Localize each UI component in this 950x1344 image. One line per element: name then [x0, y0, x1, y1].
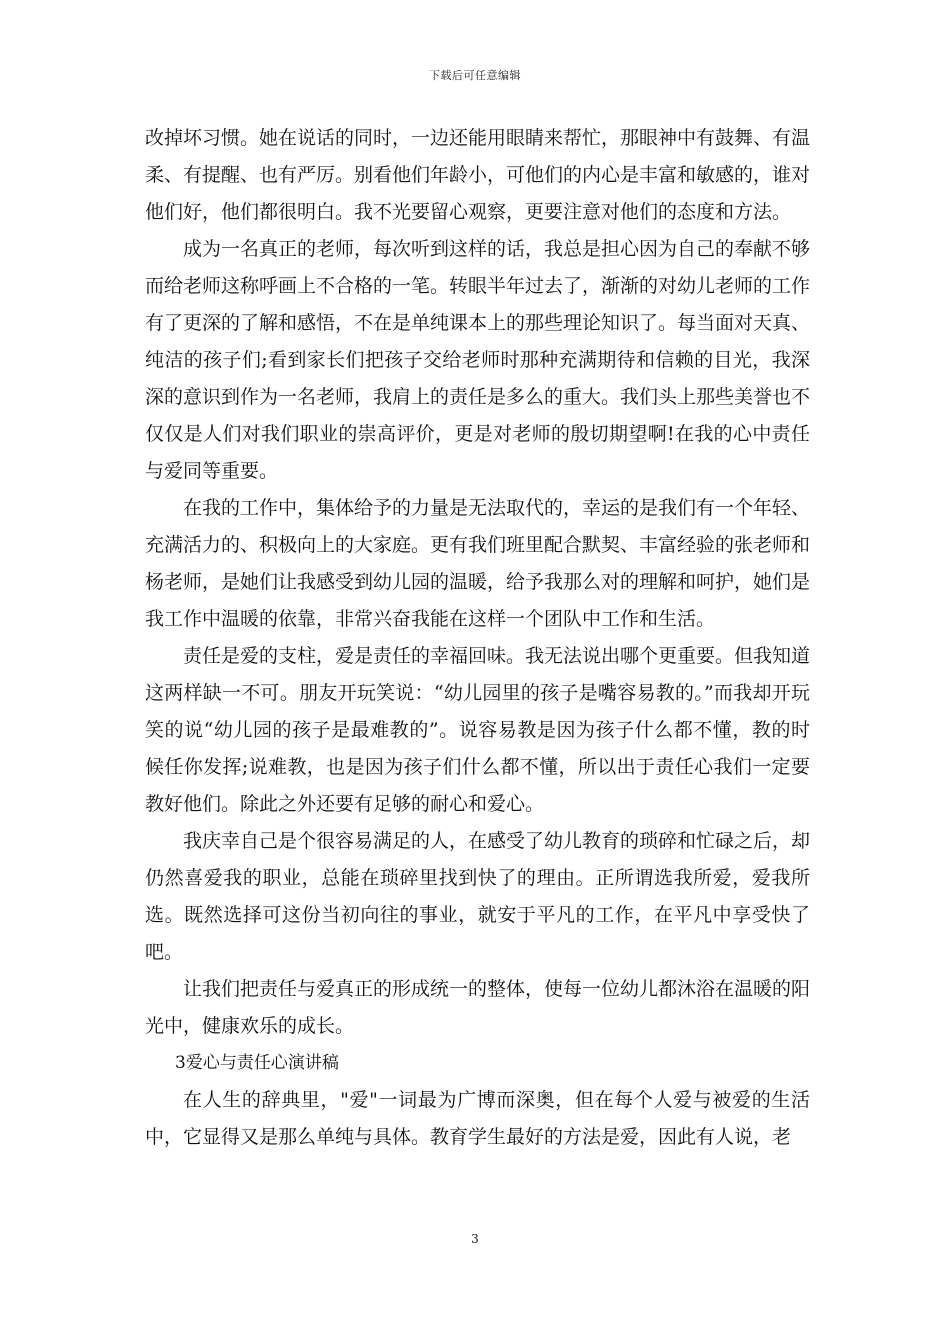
paragraph: 改掉坏习惯。她在说话的同时，一边还能用眼睛来帮忙，那眼神中有鼓舞、有温柔、有提醒、也有严厉。别看他们年龄小，可他们的内心是丰富和敏感的，谁对他们好，他们都很明白。我不光要留心观察，更要注意对他们的态度和方法。: [145, 127, 811, 223]
paragraph: 责任是爱的支柱，爱是责任的幸福回味。我无法说出哪个更重要。但我知道这两样缺一不可。朋友开玩笑说：“幼儿园里的孩子是嘴容易教的。”而我却开玩笑的说“幼儿园的孩子是最难教的”。说容易教是因为孩子什么都不懂，教的时候任你发挥;说难教，也是因为孩子们什么都不懂，所以出于责任心我们一定要教好他们。除此之外还要有足够的耐心和爱心。: [145, 645, 811, 815]
section-heading: 3爱心与责任心演讲稿: [175, 1053, 339, 1073]
paragraph: 在我的工作中，集体给予的力量是无法取代的，幸运的是我们有一个年轻、充满活力的、积极向上的大家庭。更有我们班里配合默契、丰富经验的张老师和杨老师，是她们让我感受到幼儿园的温暖，给予我那么对的理解和呵护，她们是我工作中温暖的依靠，非常兴奋我能在这样一个团队中工作和生活。: [145, 497, 811, 630]
page-header: 下载后可任意编辑: [429, 69, 521, 82]
body-text: [145, 120, 810, 1156]
page-number: 3: [471, 1232, 479, 1246]
paragraph: 我庆幸自己是个很容易满足的人，在感受了幼儿教育的琐碎和忙碌之后，却仍然喜爱我的职业，总能在琐碎里找到快了的理由。正所谓选我所爱，爱我所选。既然选择可这份当初向往的事业，就安于平凡的工作，在平凡中享受快了吧。: [145, 830, 811, 963]
paragraph: 在人生的辞典里，"爱"一词最为广博而深奥，但在每个人爱与被爱的生活中，它显得又是那么单纯与具体。教育学生最好的方法是爱，因此有人说，老: [145, 1089, 810, 1148]
paragraph: 成为一名真正的老师，每次听到这样的话，我总是担心因为自己的奉献不够而给老师这称呼画上不合格的一笔。转眼半年过去了，渐渐的对幼儿老师的工作有了更深的了解和感悟，不在是单纯课本上的那些理论知识了。每当面对天真、纯洁的孩子们;看到家长们把孩子交给老师时那种充满期待和信赖的目光，我深深的意识到作为一名老师，我肩上的责任是多么的重大。我们头上那些美誉也不仅仅是人们对我们职业的崇高评价，更是对老师的殷切期望啊!在我的心中责任与爱同等重要。: [145, 238, 811, 482]
paragraph: 让我们把责任与爱真正的形成统一的整体，使每一位幼儿都沐浴在温暖的阳光中，健康欢乐的成长。: [145, 978, 811, 1037]
